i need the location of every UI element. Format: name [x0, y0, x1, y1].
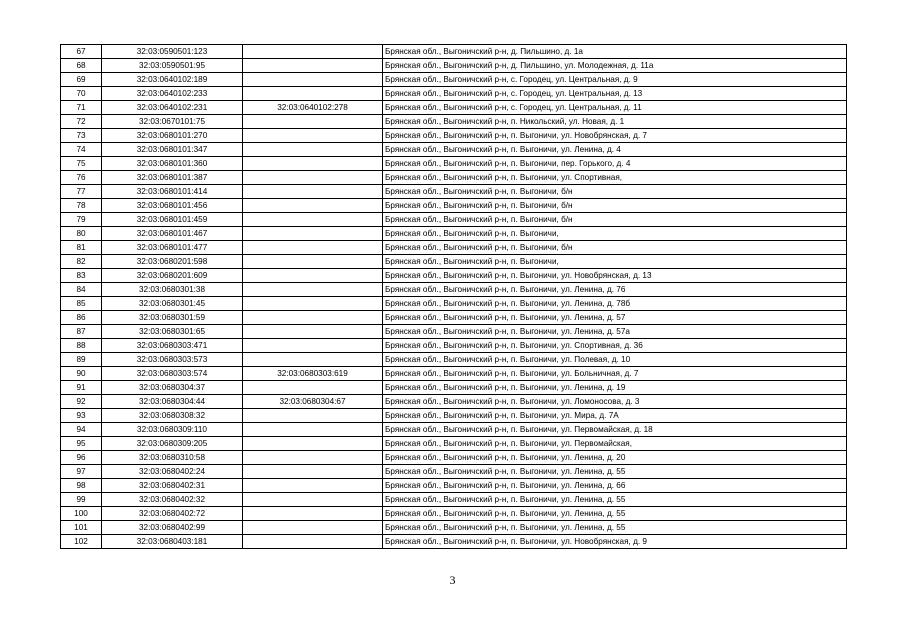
- cadastral-number-cell: 32:03:0680403:181: [102, 535, 243, 549]
- table-row: [61, 423, 847, 437]
- row-number-cell: 83: [61, 269, 102, 283]
- address-cell: Брянская обл., Выгоничский р-н, п. Выгоничи, ул. Полевая, д. 10: [383, 353, 847, 367]
- row-number-cell: 76: [61, 171, 102, 185]
- row-number-cell: 77: [61, 185, 102, 199]
- row-number-cell: 85: [61, 297, 102, 311]
- row-number-cell: 100: [61, 507, 102, 521]
- cadastral-number-cell: 32:03:0680101:347: [102, 143, 243, 157]
- address-cell: Брянская обл., Выгоничский р-н, д. Пильшино, ул. Молодежная, д. 11а: [383, 59, 847, 73]
- related-cadastral-number-cell: [243, 199, 383, 213]
- row-number-cell: 89: [61, 353, 102, 367]
- table-row: [61, 129, 847, 143]
- related-cadastral-number-cell: 32:03:0640102:278: [243, 101, 383, 115]
- cadastral-number-cell: 32:03:0680303:573: [102, 353, 243, 367]
- address-cell: Брянская обл., Выгоничский р-н, п. Выгоничи, ул. Новобрянская, д. 9: [383, 535, 847, 549]
- cadastral-number-cell: 32:03:0590501:123: [102, 45, 243, 59]
- address-cell: Брянская обл., Выгоничский р-н, п. Выгоничи, ул. Ленина, д. 55: [383, 507, 847, 521]
- related-cadastral-number-cell: [243, 73, 383, 87]
- address-cell: Брянская обл., Выгоничский р-н, п. Выгоничи, ул. Новобрянская, д. 7: [383, 129, 847, 143]
- related-cadastral-number-cell: [243, 59, 383, 73]
- table-row: [61, 493, 847, 507]
- cadastral-number-cell: 32:03:0670101:75: [102, 115, 243, 129]
- address-cell: Брянская обл., Выгоничский р-н, п. Выгоничи, ул. Ленина, д. 4: [383, 143, 847, 157]
- address-cell: Брянская обл., Выгоничский р-н, п. Выгоничи, ул. Ленина, д. 66: [383, 479, 847, 493]
- row-number-cell: 81: [61, 241, 102, 255]
- table-row: [61, 283, 847, 297]
- table-row: [61, 325, 847, 339]
- address-cell: Брянская обл., Выгоничский р-н, с. Городец, ул. Центральная, д. 13: [383, 87, 847, 101]
- table-row: [61, 367, 847, 381]
- row-number-cell: 96: [61, 451, 102, 465]
- address-cell: Брянская обл., Выгоничский р-н, п. Выгоничи,: [383, 255, 847, 269]
- row-number-cell: 74: [61, 143, 102, 157]
- cadastral-number-cell: 32:03:0680301:45: [102, 297, 243, 311]
- cadastral-number-cell: 32:03:0680309:110: [102, 423, 243, 437]
- address-cell: Брянская обл., Выгоничский р-н, п. Выгоничи, ул. Первомайская, д. 18: [383, 423, 847, 437]
- table-row: [61, 339, 847, 353]
- related-cadastral-number-cell: 32:03:0680304:67: [243, 395, 383, 409]
- address-cell: Брянская обл., Выгоничский р-н, п. Выгоничи, ул. Ленина, д. 55: [383, 493, 847, 507]
- address-cell: Брянская обл., Выгоничский р-н, п. Выгоничи, ул. Мира, д. 7А: [383, 409, 847, 423]
- table-row: [61, 311, 847, 325]
- row-number-cell: 71: [61, 101, 102, 115]
- address-cell: Брянская обл., Выгоничский р-н, д. Пильшино, д. 1а: [383, 45, 847, 59]
- related-cadastral-number-cell: [243, 185, 383, 199]
- row-number-cell: 79: [61, 213, 102, 227]
- related-cadastral-number-cell: [243, 269, 383, 283]
- related-cadastral-number-cell: [243, 227, 383, 241]
- cadastral-number-cell: 32:03:0640102:189: [102, 73, 243, 87]
- table-row: [61, 241, 847, 255]
- related-cadastral-number-cell: [243, 451, 383, 465]
- table-row: [61, 269, 847, 283]
- row-number-cell: 93: [61, 409, 102, 423]
- row-number-cell: 78: [61, 199, 102, 213]
- cadastral-number-cell: 32:03:0680402:72: [102, 507, 243, 521]
- related-cadastral-number-cell: [243, 129, 383, 143]
- cadastral-number-cell: 32:03:0680101:456: [102, 199, 243, 213]
- cadastral-number-cell: 32:03:0680101:360: [102, 157, 243, 171]
- address-cell: Брянская обл., Выгоничский р-н, п. Выгоничи, ул. Ломоносова, д. 3: [383, 395, 847, 409]
- cadastral-number-cell: 32:03:0680303:471: [102, 339, 243, 353]
- address-cell: Брянская обл., Выгоничский р-н, п. Выгоничи, ул. Ленина, д. 19: [383, 381, 847, 395]
- table-row: [61, 465, 847, 479]
- related-cadastral-number-cell: [243, 213, 383, 227]
- address-cell: Брянская обл., Выгоничский р-н, п. Выгоничи, б/н: [383, 241, 847, 255]
- cadastral-number-cell: 32:03:0680402:99: [102, 521, 243, 535]
- row-number-cell: 73: [61, 129, 102, 143]
- related-cadastral-number-cell: [243, 115, 383, 129]
- cadastral-number-cell: 32:03:0680301:59: [102, 311, 243, 325]
- row-number-cell: 67: [61, 45, 102, 59]
- related-cadastral-number-cell: [243, 353, 383, 367]
- table-row: [61, 87, 847, 101]
- related-cadastral-number-cell: [243, 507, 383, 521]
- table-row: [61, 479, 847, 493]
- address-cell: Брянская обл., Выгоничский р-н, п. Выгоничи, ул. Ленина, д. 20: [383, 451, 847, 465]
- address-cell: Брянская обл., Выгоничский р-н, п. Выгоничи, ул. Спортивная, д. 36: [383, 339, 847, 353]
- related-cadastral-number-cell: [243, 255, 383, 269]
- row-number-cell: 101: [61, 521, 102, 535]
- cadastral-number-cell: 32:03:0680301:38: [102, 283, 243, 297]
- related-cadastral-number-cell: [243, 143, 383, 157]
- row-number-cell: 72: [61, 115, 102, 129]
- address-cell: Брянская обл., Выгоничский р-н, п. Выгоничи, б/н: [383, 185, 847, 199]
- table-row: [61, 353, 847, 367]
- row-number-cell: 98: [61, 479, 102, 493]
- table-row: [61, 227, 847, 241]
- related-cadastral-number-cell: [243, 87, 383, 101]
- table-row: [61, 521, 847, 535]
- related-cadastral-number-cell: [243, 283, 383, 297]
- cadastral-number-cell: 32:03:0680201:598: [102, 255, 243, 269]
- table-row: [61, 101, 847, 115]
- cadastral-number-cell: 32:03:0680304:44: [102, 395, 243, 409]
- cadastral-number-cell: 32:03:0680303:574: [102, 367, 243, 381]
- related-cadastral-number-cell: [243, 297, 383, 311]
- related-cadastral-number-cell: [243, 465, 383, 479]
- related-cadastral-number-cell: [243, 493, 383, 507]
- address-cell: Брянская обл., Выгоничский р-н, п. Выгоничи, ул. Ленина, д. 78б: [383, 297, 847, 311]
- address-cell: Брянская обл., Выгоничский р-н, п. Выгоничи, пер. Горького, д. 4: [383, 157, 847, 171]
- related-cadastral-number-cell: 32:03:0680303:619: [243, 367, 383, 381]
- table-row: [61, 437, 847, 451]
- row-number-cell: 68: [61, 59, 102, 73]
- cadastral-number-cell: 32:03:0680101:270: [102, 129, 243, 143]
- address-cell: Брянская обл., Выгоничский р-н, п. Выгоничи, ул. Ленина, д. 55: [383, 465, 847, 479]
- cadastral-number-cell: 32:03:0680101:414: [102, 185, 243, 199]
- row-number-cell: 102: [61, 535, 102, 549]
- property-table-body: [61, 45, 847, 549]
- cadastral-number-cell: 32:03:0680101:467: [102, 227, 243, 241]
- row-number-cell: 84: [61, 283, 102, 297]
- table-row: [61, 409, 847, 423]
- table-row: [61, 213, 847, 227]
- related-cadastral-number-cell: [243, 409, 383, 423]
- related-cadastral-number-cell: [243, 311, 383, 325]
- address-cell: Брянская обл., Выгоничский р-н, п. Выгоничи, ул. Ленина, д. 57: [383, 311, 847, 325]
- address-cell: Брянская обл., Выгоничский р-н, п. Выгоничи, ул. Ленина, д. 76: [383, 283, 847, 297]
- related-cadastral-number-cell: [243, 423, 383, 437]
- cadastral-number-cell: 32:03:0640102:231: [102, 101, 243, 115]
- table-row: [61, 199, 847, 213]
- table-row: [61, 255, 847, 269]
- row-number-cell: 90: [61, 367, 102, 381]
- table-row: [61, 451, 847, 465]
- address-cell: Брянская обл., Выгоничский р-н, п. Выгоничи, ул. Больничная, д. 7: [383, 367, 847, 381]
- address-cell: Брянская обл., Выгоничский р-н, п. Выгоничи,: [383, 227, 847, 241]
- address-cell: Брянская обл., Выгоничский р-н, п. Выгоничи, б/н: [383, 213, 847, 227]
- cadastral-number-cell: 32:03:0680101:459: [102, 213, 243, 227]
- table-row: [61, 115, 847, 129]
- table-row: [61, 59, 847, 73]
- cadastral-number-cell: 32:03:0640102:233: [102, 87, 243, 101]
- row-number-cell: 87: [61, 325, 102, 339]
- cadastral-number-cell: 32:03:0680402:31: [102, 479, 243, 493]
- table-row: [61, 171, 847, 185]
- related-cadastral-number-cell: [243, 45, 383, 59]
- row-number-cell: 75: [61, 157, 102, 171]
- page-number: 3: [449, 573, 456, 587]
- address-cell: Брянская обл., Выгоничский р-н, п. Выгоничи, ул. Ленина, д. 57а: [383, 325, 847, 339]
- row-number-cell: 95: [61, 437, 102, 451]
- table-row: [61, 297, 847, 311]
- address-cell: Брянская обл., Выгоничский р-н, п. Выгоничи, ул. Первомайская,: [383, 437, 847, 451]
- table-row: [61, 381, 847, 395]
- table-row: [61, 507, 847, 521]
- cadastral-number-cell: 32:03:0680309:205: [102, 437, 243, 451]
- related-cadastral-number-cell: [243, 157, 383, 171]
- cadastral-number-cell: 32:03:0680101:477: [102, 241, 243, 255]
- cadastral-number-cell: 32:03:0680304:37: [102, 381, 243, 395]
- cadastral-number-cell: 32:03:0680310:58: [102, 451, 243, 465]
- table-row: [61, 185, 847, 199]
- row-number-cell: 91: [61, 381, 102, 395]
- cadastral-number-cell: 32:03:0680402:24: [102, 465, 243, 479]
- row-number-cell: 88: [61, 339, 102, 353]
- row-number-cell: 97: [61, 465, 102, 479]
- cadastral-number-cell: 32:03:0590501:95: [102, 59, 243, 73]
- table-row: [61, 45, 847, 59]
- cadastral-number-cell: 32:03:0680402:32: [102, 493, 243, 507]
- address-cell: Брянская обл., Выгоничский р-н, п. Выгоничи, б/н: [383, 199, 847, 213]
- related-cadastral-number-cell: [243, 339, 383, 353]
- row-number-cell: 86: [61, 311, 102, 325]
- row-number-cell: 70: [61, 87, 102, 101]
- table-row: [61, 73, 847, 87]
- table-row: [61, 157, 847, 171]
- related-cadastral-number-cell: [243, 325, 383, 339]
- row-number-cell: 69: [61, 73, 102, 87]
- related-cadastral-number-cell: [243, 241, 383, 255]
- related-cadastral-number-cell: [243, 437, 383, 451]
- address-cell: Брянская обл., Выгоничский р-н, п. Выгоничи, ул. Спортивная,: [383, 171, 847, 185]
- table-row: [61, 395, 847, 409]
- address-cell: Брянская обл., Выгоничский р-н, с. Городец, ул. Центральная, д. 11: [383, 101, 847, 115]
- address-cell: Брянская обл., Выгоничский р-н, п. Выгоничи, ул. Новобрянская, д. 13: [383, 269, 847, 283]
- cadastral-number-cell: 32:03:0680101:387: [102, 171, 243, 185]
- row-number-cell: 80: [61, 227, 102, 241]
- related-cadastral-number-cell: [243, 521, 383, 535]
- table-row: [61, 535, 847, 549]
- table-row: [61, 143, 847, 157]
- address-cell: Брянская обл., Выгоничский р-н, п. Выгоничи, ул. Ленина, д. 55: [383, 521, 847, 535]
- address-cell: Брянская обл., Выгоничский р-н, п. Никольский, ул. Новая, д. 1: [383, 115, 847, 129]
- row-number-cell: 82: [61, 255, 102, 269]
- property-table: [60, 44, 847, 549]
- cadastral-number-cell: 32:03:0680301:65: [102, 325, 243, 339]
- related-cadastral-number-cell: [243, 535, 383, 549]
- row-number-cell: 99: [61, 493, 102, 507]
- cadastral-number-cell: 32:03:0680308:32: [102, 409, 243, 423]
- row-number-cell: 94: [61, 423, 102, 437]
- row-number-cell: 92: [61, 395, 102, 409]
- cadastral-number-cell: 32:03:0680201:609: [102, 269, 243, 283]
- related-cadastral-number-cell: [243, 381, 383, 395]
- address-cell: Брянская обл., Выгоничский р-н, с. Городец, ул. Центральная, д. 9: [383, 73, 847, 87]
- related-cadastral-number-cell: [243, 171, 383, 185]
- related-cadastral-number-cell: [243, 479, 383, 493]
